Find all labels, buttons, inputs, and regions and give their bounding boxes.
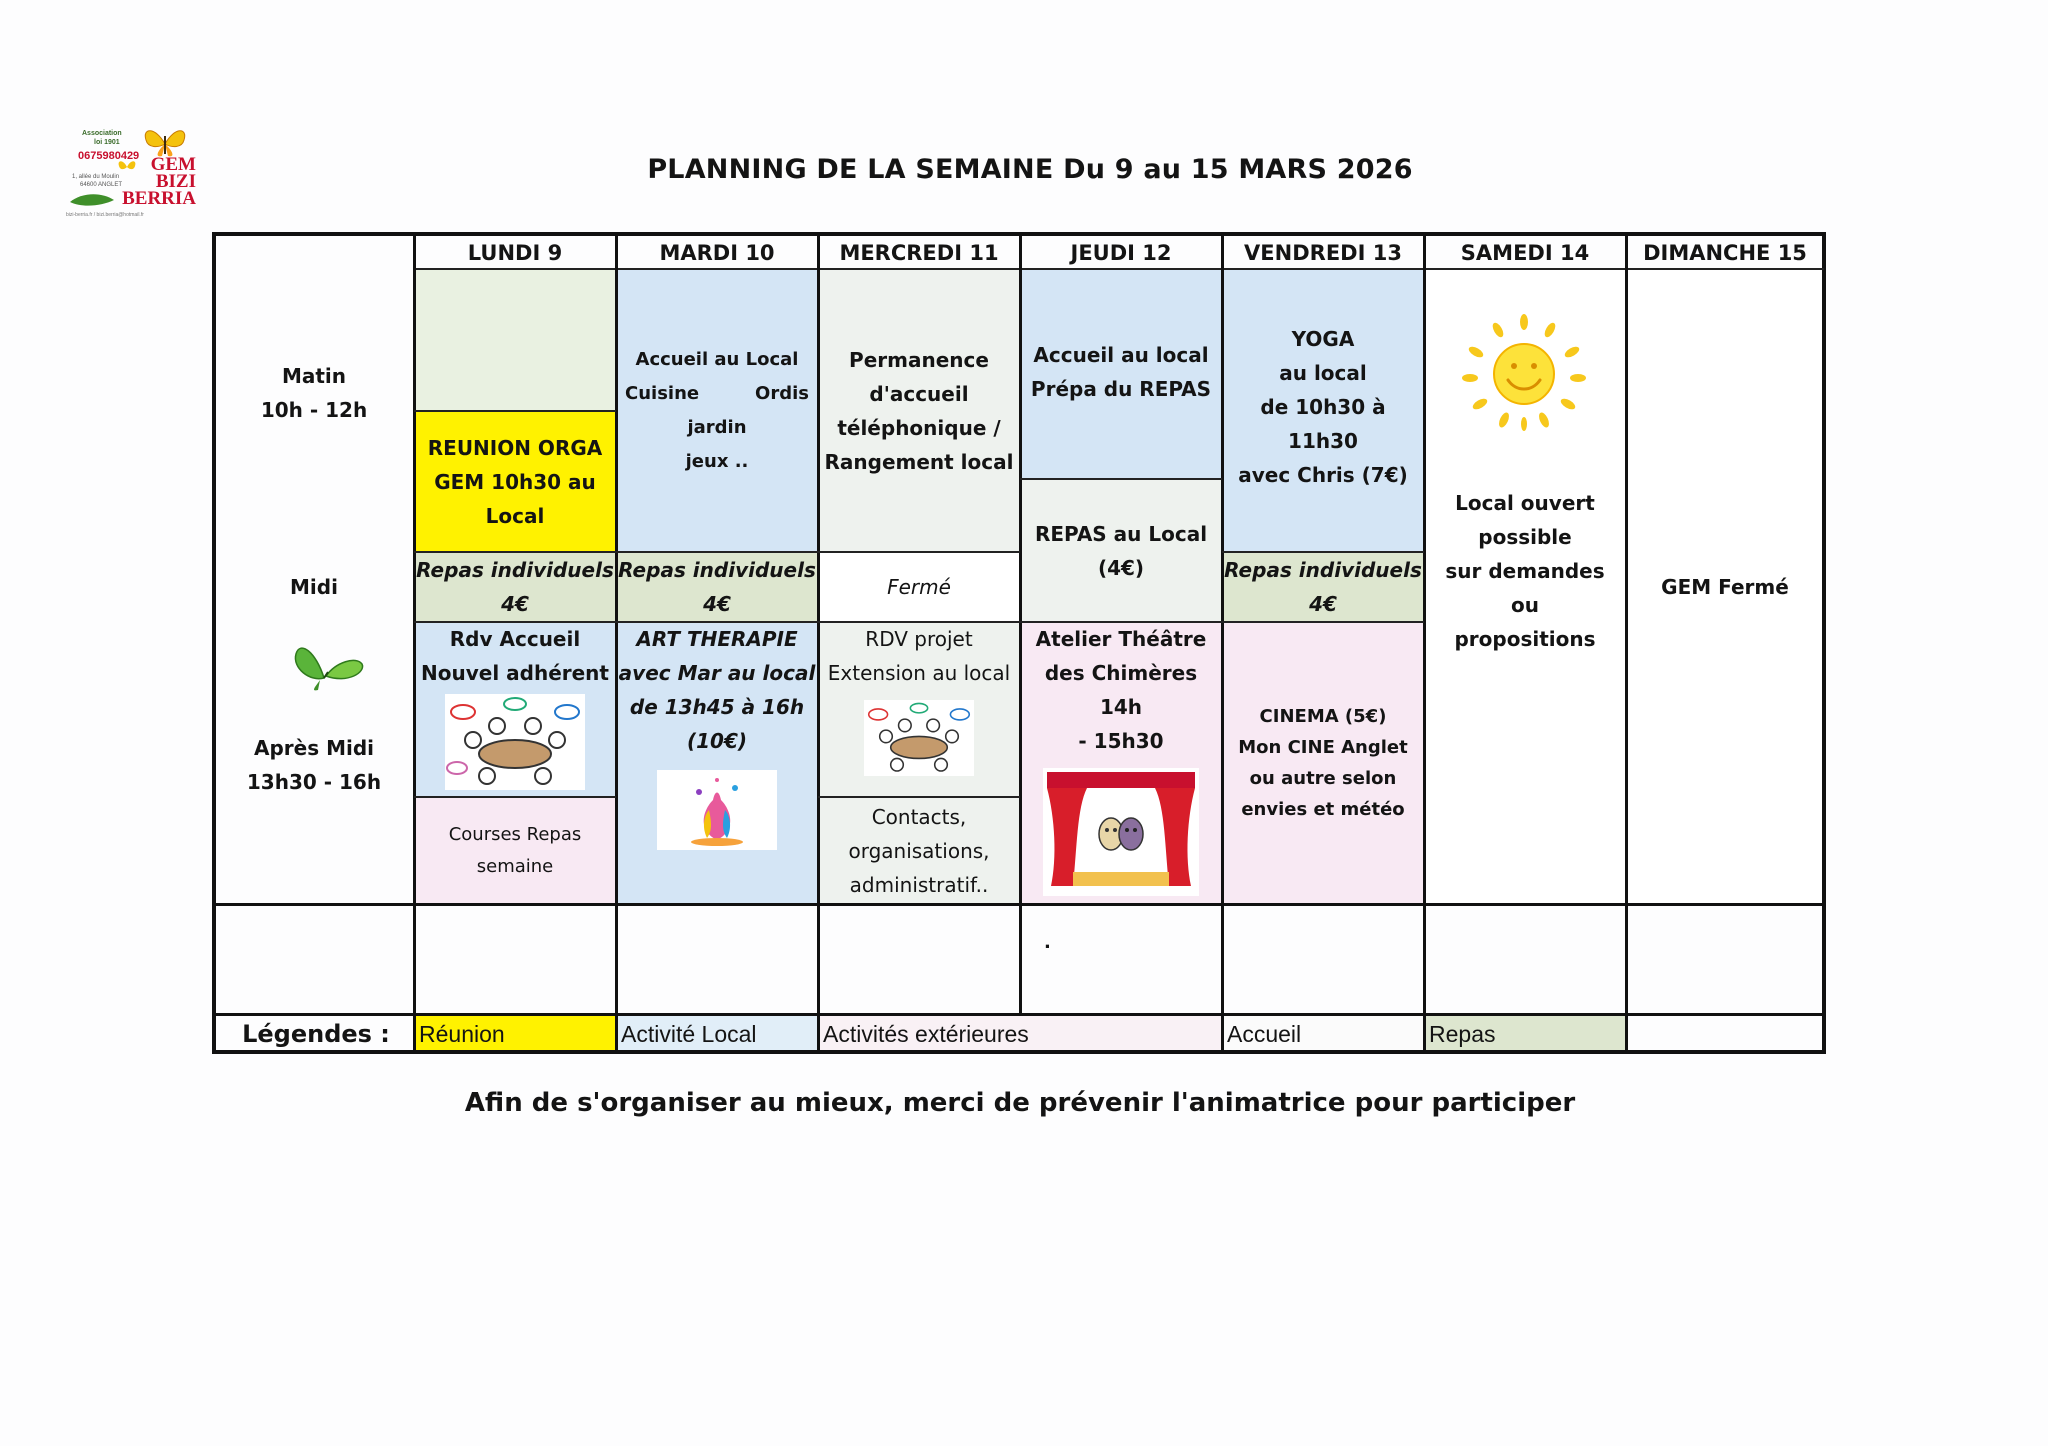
- vendredi-yoga-line3: de 10h30 à: [1260, 395, 1386, 419]
- lundi-repas-line1: Repas individuels: [416, 558, 614, 582]
- logo-address-line1: 1, allée du Moulin: [72, 174, 120, 180]
- mercredi-rdv-line2: Extension au local: [827, 661, 1011, 685]
- jeudi-accueil-line1: Accueil au local: [1033, 343, 1209, 367]
- grid-header-bottom: [414, 268, 1824, 270]
- grid-lundi-3: [414, 621, 616, 623]
- vendredi-repas-line1: Repas individuels: [1224, 558, 1422, 582]
- grid-lundi-4: [414, 796, 616, 798]
- mercredi-rdv-cell: [819, 622, 1019, 797]
- mardi-accueil-ordis: Ordis: [755, 383, 809, 404]
- mercredi-contacts-line1: Contacts,: [871, 804, 967, 829]
- lundi-matin-empty: [415, 270, 615, 411]
- grid-right: [1822, 232, 1826, 1054]
- jeudi-theatre-line1: Atelier Théâtre: [1035, 627, 1207, 651]
- vendredi-yoga-line5: avec Chris (7€): [1238, 463, 1408, 487]
- vendredi-repas-line2: 4€: [1309, 592, 1337, 616]
- grid-vendredi-1: [1222, 551, 1424, 553]
- dimanche-cell: [1627, 270, 1823, 904]
- mercredi-perm-cell: [819, 270, 1019, 552]
- mardi-art-cell: [617, 622, 817, 904]
- samedi-local-line5: propositions: [1454, 627, 1596, 651]
- logo-name-bizi: BIZI: [155, 171, 196, 192]
- grid-col-5: [1221, 232, 1224, 1054]
- grid-jeudi-1: [1020, 478, 1222, 480]
- sun-icon: [1458, 312, 1590, 434]
- samedi-local-line1: Local ouvert: [1455, 491, 1595, 515]
- grid-lundi-2: [414, 551, 616, 553]
- day-header-lundi: LUNDI 9: [467, 240, 563, 265]
- period-apres-midi-label: Après Midi: [253, 736, 375, 760]
- logo-association-line1: Association: [82, 130, 122, 137]
- mercredi-contacts-line3: administratif..: [849, 872, 989, 897]
- lundi-reunion-cell: [415, 411, 615, 552]
- jeudi-repas-line1: REPAS au Local: [1034, 521, 1208, 546]
- jeudi-repas-cell: [1021, 479, 1221, 622]
- period-matin-time: 10h - 12h: [260, 398, 368, 422]
- grid-col-4: [1019, 232, 1022, 1016]
- vendredi-yoga-line2: au local: [1279, 361, 1367, 385]
- lundi-reunion-line1: REUNION ORGA: [427, 435, 603, 460]
- mardi-repas-cell: [617, 552, 817, 622]
- mardi-art-line1: ART THERAPIE: [636, 627, 798, 651]
- mardi-accueil-jeux: jeux ..: [685, 451, 749, 472]
- legend-activites-exterieures: Activités extérieures: [819, 1016, 1221, 1052]
- day-header-vendredi: VENDREDI 13: [1244, 240, 1402, 265]
- mercredi-perm-line2: d'accueil: [869, 382, 969, 406]
- day-header-samedi: SAMEDI 14: [1460, 240, 1590, 265]
- lundi-reunion-line3: Local: [485, 503, 545, 528]
- mercredi-perm-line1: Permanence: [849, 348, 989, 372]
- meeting-people-icon-2: [864, 700, 974, 776]
- mardi-accueil-line1: Accueil au Local: [635, 349, 799, 370]
- logo: [66, 124, 206, 220]
- grid-col-1: [413, 232, 416, 1054]
- day-header-jeudi: JEUDI 12: [1070, 240, 1172, 265]
- day-header-mercredi: MERCREDI 11: [839, 240, 999, 265]
- grid-mardi-2: [616, 621, 818, 623]
- vendredi-cinema-line4: envies et météo: [1241, 799, 1405, 820]
- lundi-courses-line1: Courses Repas: [448, 823, 582, 845]
- grid-mardi-1: [616, 551, 818, 553]
- jeudi-repas-line2: (4€): [1097, 555, 1145, 580]
- period-apres-midi: [214, 730, 414, 800]
- vendredi-cinema-line3: ou autre selon: [1249, 768, 1397, 789]
- butterfly-icon: [290, 632, 366, 694]
- grid-col-3: [817, 232, 820, 1054]
- mardi-accueil-jardin: jardin: [687, 417, 747, 438]
- jeudi-accueil-line2: Prépa du REPAS: [1030, 377, 1212, 401]
- mercredi-ferme-cell: [819, 552, 1019, 622]
- theatre-stage-icon: [1043, 768, 1199, 896]
- vendredi-yoga-cell: [1223, 270, 1423, 552]
- lundi-rdv-line2: Nouvel adhérent: [421, 661, 609, 685]
- grid-col-2: [615, 232, 618, 1054]
- grid-mercredi-2: [818, 621, 1020, 623]
- logo-association-line2: loi 1901: [94, 139, 120, 146]
- grid-lundi-1: [414, 410, 616, 412]
- grid-col-7: [1625, 232, 1628, 1054]
- grid-col-6: [1423, 232, 1426, 1054]
- day-header-mardi: MARDI 10: [659, 240, 775, 265]
- period-matin-label: Matin: [281, 364, 347, 388]
- samedi-local-line3: sur demandes: [1445, 559, 1605, 583]
- lundi-courses-cell: [415, 797, 615, 904]
- period-midi-label: Midi: [290, 575, 338, 599]
- leaf-icon: [68, 192, 116, 208]
- samedi-local-line4: ou: [1511, 593, 1539, 617]
- logo-name-gem: GEM: [150, 154, 196, 175]
- grid-bottom: [212, 1050, 1826, 1054]
- grid-jeudi-2: [1020, 621, 1222, 623]
- logo-name-berria: BERRIA: [122, 188, 196, 209]
- period-matin: [214, 358, 414, 428]
- meeting-people-icon: [445, 694, 585, 790]
- mardi-repas-line2: 4€: [703, 592, 731, 616]
- page-title: PLANNING DE LA SEMAINE Du 9 au 15 MARS 2026: [647, 154, 1413, 185]
- vendredi-yoga-line4: 11h30: [1288, 429, 1358, 453]
- vendredi-repas-cell: [1223, 552, 1423, 622]
- small-butterfly-icon: [116, 158, 138, 174]
- mardi-art-line2: avec Mar au local: [618, 661, 816, 685]
- legend-repas: Repas: [1425, 1016, 1625, 1052]
- day-header-dimanche: DIMANCHE 15: [1643, 240, 1807, 265]
- jeudi-accueil-cell: [1021, 270, 1221, 479]
- jeudi-dot: .: [1044, 932, 1051, 953]
- vendredi-cinema-line2: Mon CINE Anglet: [1238, 737, 1408, 758]
- grid-mercredi-3: [818, 796, 1020, 798]
- legend-reunion: Réunion: [415, 1016, 615, 1052]
- jeudi-theatre-line2: des Chimères 14h: [1044, 661, 1198, 719]
- paint-splash-icon: [657, 770, 777, 850]
- mardi-accueil-cell: [617, 270, 817, 552]
- samedi-local-line2: possible: [1478, 525, 1572, 549]
- mercredi-contacts-cell: [819, 797, 1019, 904]
- lundi-repas-cell: [415, 552, 615, 622]
- vendredi-cinema-line1: CINEMA (5€): [1259, 706, 1387, 727]
- lundi-courses-line2: semaine: [476, 855, 554, 877]
- jeudi-theatre-cell: [1021, 622, 1221, 904]
- logo-phone: 0675980429: [78, 150, 140, 162]
- mercredi-perm-line4: Rangement local: [824, 450, 1014, 474]
- mardi-accueil-cuisine: Cuisine: [625, 383, 700, 404]
- logo-address-line2: 64600 ANGLET: [80, 182, 123, 188]
- vendredi-cinema-cell: [1223, 622, 1423, 904]
- lundi-repas-line2: 4€: [501, 592, 529, 616]
- dimanche-text: GEM Fermé: [1661, 575, 1789, 599]
- footer-note: Afin de s'organiser au mieux, merci de prévenir l'animatrice pour participer: [464, 1088, 1576, 1118]
- mercredi-rdv-line1: RDV projet: [865, 627, 973, 651]
- period-apres-midi-time: 13h30 - 16h: [246, 770, 382, 794]
- mardi-art-line3: de 13h45 à 16h: [629, 695, 805, 719]
- mardi-repas-line1: Repas individuels: [618, 558, 816, 582]
- grid-vendredi-2: [1222, 621, 1424, 623]
- mercredi-perm-line3: téléphonique /: [837, 416, 1001, 440]
- period-midi: [214, 570, 414, 604]
- grid-left: [212, 232, 216, 1054]
- jeudi-theatre-line3: - 15h30: [1078, 729, 1164, 753]
- vendredi-yoga-line1: YOGA: [1291, 327, 1355, 351]
- mardi-art-line4: (10€): [686, 729, 748, 753]
- logo-website: bizi-berria.fr / bizi.berria@hotmail.fr: [66, 212, 144, 218]
- mercredi-ferme-text: Fermé: [887, 575, 951, 599]
- legend-label: Légendes :: [242, 1020, 390, 1048]
- legend-accueil: Accueil: [1223, 1016, 1423, 1052]
- legend-activite-local: Activité Local: [617, 1016, 817, 1052]
- mercredi-contacts-line2: organisations,: [848, 838, 990, 863]
- lundi-rdv-line1: Rdv Accueil: [449, 627, 581, 651]
- lundi-rdv-cell: [415, 622, 615, 797]
- grid-mercredi-1: [818, 551, 1020, 553]
- lundi-reunion-line2: GEM 10h30 au: [434, 469, 596, 494]
